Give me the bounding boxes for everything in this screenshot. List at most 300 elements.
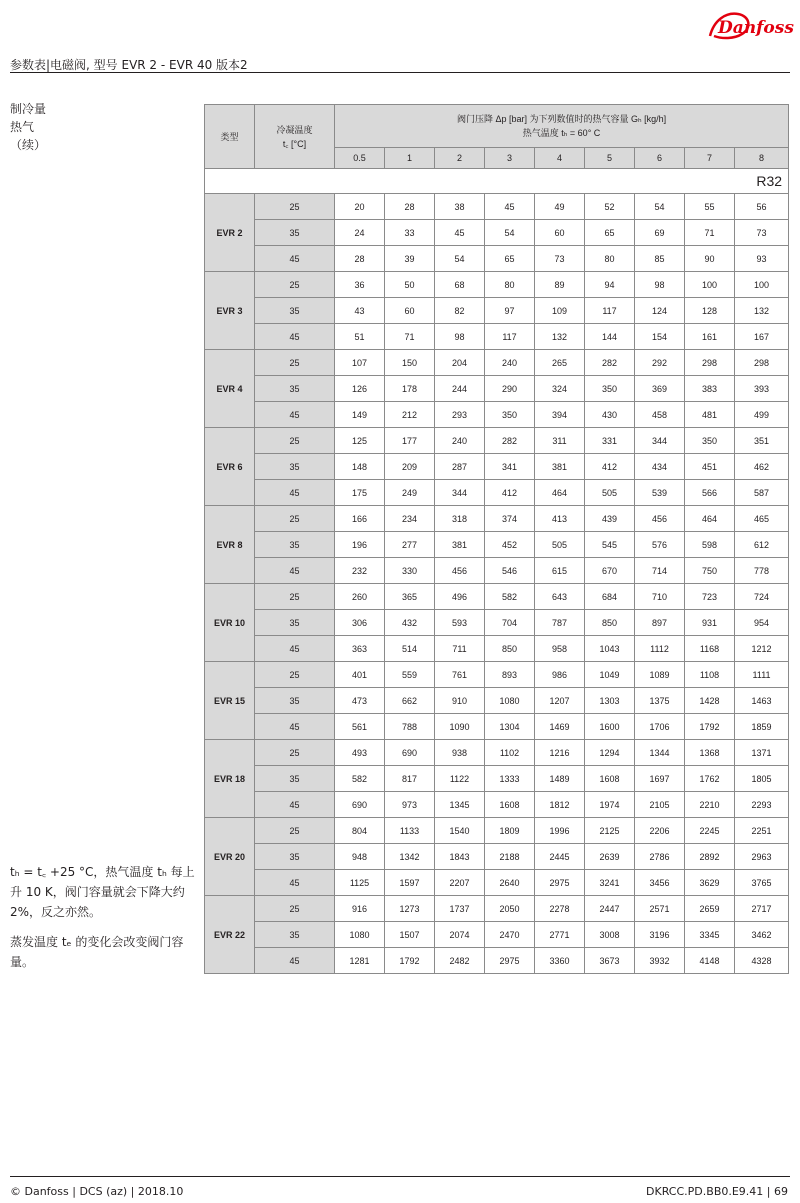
capacity-cell: 209 — [385, 454, 435, 480]
header-temp-line2: t꜀ [°C] — [282, 138, 307, 149]
table-row — [205, 714, 789, 740]
capacity-cell: 2470 — [485, 922, 535, 948]
condensing-temp-cell: 25 — [255, 740, 335, 766]
capacity-cell: 662 — [385, 688, 435, 714]
capacity-cell: 2074 — [435, 922, 485, 948]
capacity-cell: 724 — [735, 584, 789, 610]
capacity-cell: 55 — [685, 194, 735, 220]
header-capacity-line2: 热气温度 tₕ = 60° C — [522, 128, 601, 138]
header-condensing-temp — [255, 105, 335, 169]
capacity-cell: 1608 — [585, 766, 635, 792]
capacity-cell: 711 — [435, 636, 485, 662]
danfoss-logo — [704, 6, 794, 46]
condensing-temp-cell: 25 — [255, 272, 335, 298]
capacity-cell: 897 — [635, 610, 685, 636]
capacity-cell: 65 — [585, 220, 635, 246]
condensing-temp-cell: 35 — [255, 376, 335, 402]
heading-line-2: 热气 — [10, 120, 35, 134]
capacity-cell: 28 — [385, 194, 435, 220]
capacity-cell: 788 — [385, 714, 435, 740]
capacity-cell: 546 — [485, 558, 535, 584]
capacity-cell: 167 — [735, 324, 789, 350]
capacity-cell: 465 — [735, 506, 789, 532]
capacity-cell: 350 — [685, 428, 735, 454]
capacity-cell: 778 — [735, 558, 789, 584]
capacity-cell: 82 — [435, 298, 485, 324]
condensing-temp-cell: 35 — [255, 532, 335, 558]
condensing-temp-cell: 45 — [255, 870, 335, 896]
condensing-temp-cell: 35 — [255, 610, 335, 636]
capacity-cell: 1043 — [585, 636, 635, 662]
capacity-cell: 1706 — [635, 714, 685, 740]
capacity-cell: 24 — [335, 220, 385, 246]
capacity-cell: 128 — [685, 298, 735, 324]
capacity-cell: 331 — [585, 428, 635, 454]
capacity-cell: 80 — [585, 246, 635, 272]
capacity-cell: 1344 — [635, 740, 685, 766]
capacity-cell: 73 — [735, 220, 789, 246]
capacity-cell: 817 — [385, 766, 435, 792]
capacity-cell: 1974 — [585, 792, 635, 818]
refrigerant-label: R32 — [205, 169, 789, 194]
valve-type-cell: EVR 6 — [205, 428, 255, 506]
capacity-cell: 293 — [435, 402, 485, 428]
capacity-cell: 582 — [485, 584, 535, 610]
capacity-cell: 452 — [485, 532, 535, 558]
capacity-cell: 893 — [485, 662, 535, 688]
condensing-temp-cell: 25 — [255, 896, 335, 922]
header-capacity — [335, 105, 789, 148]
capacity-cell: 1507 — [385, 922, 435, 948]
capacity-cell: 1805 — [735, 766, 789, 792]
capacity-cell: 850 — [585, 610, 635, 636]
capacity-cell: 430 — [585, 402, 635, 428]
capacity-cell: 54 — [635, 194, 685, 220]
capacity-cell: 1792 — [385, 948, 435, 974]
capacity-cell: 33 — [385, 220, 435, 246]
capacity-cell: 1112 — [635, 636, 685, 662]
capacity-cell: 2050 — [485, 896, 535, 922]
capacity-cell: 60 — [385, 298, 435, 324]
capacity-cell: 1333 — [485, 766, 535, 792]
capacity-cell: 1111 — [735, 662, 789, 688]
capacity-cell: 723 — [685, 584, 735, 610]
capacity-cell: 56 — [735, 194, 789, 220]
capacity-cell: 456 — [435, 558, 485, 584]
capacity-cell: 1859 — [735, 714, 789, 740]
capacity-cell: 3196 — [635, 922, 685, 948]
capacity-cell: 1080 — [485, 688, 535, 714]
table-row — [205, 636, 789, 662]
capacity-table — [204, 104, 789, 974]
capacity-cell: 2447 — [585, 896, 635, 922]
table-row — [205, 350, 789, 376]
capacity-cell: 1463 — [735, 688, 789, 714]
capacity-cell: 1368 — [685, 740, 735, 766]
capacity-cell: 107 — [335, 350, 385, 376]
capacity-cell: 240 — [435, 428, 485, 454]
capacity-cell: 539 — [635, 480, 685, 506]
heading-line-3: （续） — [10, 138, 47, 152]
pressure-col-header: 0.5 — [335, 148, 385, 169]
capacity-cell: 2293 — [735, 792, 789, 818]
table-row — [205, 220, 789, 246]
pressure-col-header: 1 — [385, 148, 435, 169]
capacity-cell: 1304 — [485, 714, 535, 740]
capacity-cell: 2251 — [735, 818, 789, 844]
capacity-cell: 2206 — [635, 818, 685, 844]
capacity-cell: 277 — [385, 532, 435, 558]
side-notes — [10, 862, 196, 982]
capacity-cell: 282 — [585, 350, 635, 376]
capacity-cell: 804 — [335, 818, 385, 844]
capacity-cell: 670 — [585, 558, 635, 584]
capacity-cell: 916 — [335, 896, 385, 922]
condensing-temp-cell: 45 — [255, 480, 335, 506]
table-row — [205, 896, 789, 922]
capacity-cell: 100 — [735, 272, 789, 298]
capacity-cell: 344 — [635, 428, 685, 454]
condensing-temp-cell: 35 — [255, 922, 335, 948]
pressure-col-header: 2 — [435, 148, 485, 169]
capacity-cell: 1600 — [585, 714, 635, 740]
capacity-cell: 2245 — [685, 818, 735, 844]
capacity-cell: 566 — [685, 480, 735, 506]
table-row — [205, 376, 789, 402]
capacity-cell: 298 — [735, 350, 789, 376]
table-row — [205, 558, 789, 584]
capacity-cell: 938 — [435, 740, 485, 766]
capacity-cell: 344 — [435, 480, 485, 506]
table-row — [205, 792, 789, 818]
pressure-col-header: 8 — [735, 148, 789, 169]
condensing-temp-cell: 45 — [255, 246, 335, 272]
capacity-cell: 1125 — [335, 870, 385, 896]
capacity-cell: 451 — [685, 454, 735, 480]
capacity-cell: 125 — [335, 428, 385, 454]
capacity-cell: 365 — [385, 584, 435, 610]
valve-type-cell: EVR 15 — [205, 662, 255, 740]
capacity-cell: 1371 — [735, 740, 789, 766]
capacity-cell: 3241 — [585, 870, 635, 896]
capacity-cell: 2210 — [685, 792, 735, 818]
capacity-cell: 52 — [585, 194, 635, 220]
condensing-temp-cell: 25 — [255, 428, 335, 454]
capacity-cell: 196 — [335, 532, 385, 558]
capacity-cell: 90 — [685, 246, 735, 272]
capacity-cell: 1792 — [685, 714, 735, 740]
capacity-cell: 684 — [585, 584, 635, 610]
capacity-cell: 212 — [385, 402, 435, 428]
capacity-cell: 643 — [535, 584, 585, 610]
capacity-cell: 1996 — [535, 818, 585, 844]
capacity-cell: 2892 — [685, 844, 735, 870]
capacity-cell: 3673 — [585, 948, 635, 974]
capacity-cell: 439 — [585, 506, 635, 532]
pressure-col-header: 6 — [635, 148, 685, 169]
capacity-cell: 2188 — [485, 844, 535, 870]
capacity-cell: 54 — [485, 220, 535, 246]
table-row — [205, 766, 789, 792]
capacity-cell: 1303 — [585, 688, 635, 714]
capacity-cell: 593 — [435, 610, 485, 636]
document-title: 参数表|电磁阀, 型号 EVR 2 - EVR 40 版本2 — [10, 58, 248, 72]
capacity-cell: 54 — [435, 246, 485, 272]
table-row — [205, 610, 789, 636]
capacity-cell: 240 — [485, 350, 535, 376]
capacity-cell: 39 — [385, 246, 435, 272]
capacity-cell: 910 — [435, 688, 485, 714]
capacity-cell: 311 — [535, 428, 585, 454]
capacity-cell: 318 — [435, 506, 485, 532]
condensing-temp-cell: 35 — [255, 454, 335, 480]
capacity-cell: 850 — [485, 636, 535, 662]
capacity-cell: 1843 — [435, 844, 485, 870]
table-row — [205, 454, 789, 480]
capacity-cell: 1345 — [435, 792, 485, 818]
capacity-cell: 1080 — [335, 922, 385, 948]
capacity-cell: 1281 — [335, 948, 385, 974]
capacity-cell: 298 — [685, 350, 735, 376]
condensing-temp-cell: 45 — [255, 714, 335, 740]
capacity-cell: 1049 — [585, 662, 635, 688]
capacity-cell: 350 — [485, 402, 535, 428]
capacity-cell: 93 — [735, 246, 789, 272]
condensing-temp-cell: 35 — [255, 298, 335, 324]
table-row — [205, 532, 789, 558]
capacity-cell: 1762 — [685, 766, 735, 792]
capacity-cell: 1428 — [685, 688, 735, 714]
capacity-cell: 45 — [485, 194, 535, 220]
capacity-cell: 38 — [435, 194, 485, 220]
valve-type-cell: EVR 4 — [205, 350, 255, 428]
condensing-temp-cell: 25 — [255, 818, 335, 844]
capacity-cell: 582 — [335, 766, 385, 792]
capacity-cell: 1697 — [635, 766, 685, 792]
capacity-cell: 710 — [635, 584, 685, 610]
capacity-cell: 412 — [585, 454, 635, 480]
capacity-cell: 545 — [585, 532, 635, 558]
condensing-temp-cell: 45 — [255, 948, 335, 974]
header-type: 类型 — [205, 105, 255, 169]
condensing-temp-cell: 45 — [255, 792, 335, 818]
table-row — [205, 922, 789, 948]
table-row — [205, 402, 789, 428]
capacity-cell: 496 — [435, 584, 485, 610]
capacity-cell: 615 — [535, 558, 585, 584]
valve-type-cell: EVR 2 — [205, 194, 255, 272]
footer-divider — [10, 1176, 790, 1177]
capacity-cell: 499 — [735, 402, 789, 428]
capacity-cell: 177 — [385, 428, 435, 454]
capacity-cell: 1469 — [535, 714, 585, 740]
capacity-cell: 1168 — [685, 636, 735, 662]
capacity-cell: 505 — [585, 480, 635, 506]
condensing-temp-cell: 45 — [255, 636, 335, 662]
capacity-cell: 3932 — [635, 948, 685, 974]
capacity-cell: 413 — [535, 506, 585, 532]
capacity-cell: 43 — [335, 298, 385, 324]
capacity-cell: 598 — [685, 532, 735, 558]
capacity-cell: 787 — [535, 610, 585, 636]
header-capacity-line1: 阀门压降 Δp [bar] 为下列数值时的热气容量 Gₕ [kg/h] — [456, 114, 667, 124]
capacity-cell: 458 — [635, 402, 685, 428]
capacity-cell: 1342 — [385, 844, 435, 870]
capacity-cell: 244 — [435, 376, 485, 402]
capacity-cell: 85 — [635, 246, 685, 272]
capacity-cell: 292 — [635, 350, 685, 376]
valve-type-cell: EVR 18 — [205, 740, 255, 818]
capacity-cell: 2771 — [535, 922, 585, 948]
capacity-cell: 363 — [335, 636, 385, 662]
capacity-cell: 432 — [385, 610, 435, 636]
capacity-cell: 148 — [335, 454, 385, 480]
condensing-temp-cell: 45 — [255, 558, 335, 584]
capacity-cell: 690 — [385, 740, 435, 766]
table-row — [205, 688, 789, 714]
table-row — [205, 740, 789, 766]
capacity-cell: 149 — [335, 402, 385, 428]
capacity-cell: 3360 — [535, 948, 585, 974]
capacity-cell: 94 — [585, 272, 635, 298]
capacity-cell: 282 — [485, 428, 535, 454]
capacity-cell: 166 — [335, 506, 385, 532]
capacity-cell: 290 — [485, 376, 535, 402]
capacity-cell: 2786 — [635, 844, 685, 870]
table-row — [205, 948, 789, 974]
capacity-cell: 412 — [485, 480, 535, 506]
capacity-cell: 1207 — [535, 688, 585, 714]
capacity-cell: 401 — [335, 662, 385, 688]
capacity-cell: 383 — [685, 376, 735, 402]
table-row — [205, 194, 789, 220]
table-row — [205, 662, 789, 688]
capacity-cell: 49 — [535, 194, 585, 220]
capacity-cell: 100 — [685, 272, 735, 298]
refrigerant-row — [205, 169, 789, 194]
heading-line-1: 制冷量 — [10, 102, 47, 116]
table-row — [205, 844, 789, 870]
capacity-cell: 287 — [435, 454, 485, 480]
capacity-cell: 1294 — [585, 740, 635, 766]
capacity-cell: 234 — [385, 506, 435, 532]
header-temp-line1: 冷凝温度 — [276, 124, 313, 135]
capacity-cell: 73 — [535, 246, 585, 272]
capacity-cell: 45 — [435, 220, 485, 246]
capacity-cell: 1108 — [685, 662, 735, 688]
capacity-cell: 1489 — [535, 766, 585, 792]
capacity-cell: 132 — [535, 324, 585, 350]
capacity-cell: 1090 — [435, 714, 485, 740]
capacity-cell: 986 — [535, 662, 585, 688]
pressure-col-header: 3 — [485, 148, 535, 169]
capacity-cell: 704 — [485, 610, 535, 636]
capacity-cell: 117 — [585, 298, 635, 324]
capacity-cell: 2482 — [435, 948, 485, 974]
capacity-cell: 175 — [335, 480, 385, 506]
table-row — [205, 480, 789, 506]
table-row — [205, 272, 789, 298]
capacity-cell: 750 — [685, 558, 735, 584]
capacity-cell: 249 — [385, 480, 435, 506]
svg-text:Danfoss: Danfoss — [718, 18, 794, 38]
capacity-cell: 97 — [485, 298, 535, 324]
capacity-cell: 3462 — [735, 922, 789, 948]
capacity-cell: 265 — [535, 350, 585, 376]
capacity-cell: 3629 — [685, 870, 735, 896]
capacity-cell: 381 — [435, 532, 485, 558]
capacity-cell: 2445 — [535, 844, 585, 870]
condensing-temp-cell: 35 — [255, 220, 335, 246]
capacity-cell: 71 — [685, 220, 735, 246]
capacity-cell: 126 — [335, 376, 385, 402]
capacity-cell: 464 — [535, 480, 585, 506]
capacity-cell: 4328 — [735, 948, 789, 974]
capacity-cell: 473 — [335, 688, 385, 714]
condensing-temp-cell: 25 — [255, 350, 335, 376]
capacity-cell: 71 — [385, 324, 435, 350]
condensing-temp-cell: 25 — [255, 662, 335, 688]
condensing-temp-cell: 25 — [255, 194, 335, 220]
capacity-cell: 612 — [735, 532, 789, 558]
capacity-cell: 109 — [535, 298, 585, 324]
table-row — [205, 428, 789, 454]
capacity-cell: 493 — [335, 740, 385, 766]
capacity-cell: 1812 — [535, 792, 585, 818]
capacity-cell: 1608 — [485, 792, 535, 818]
capacity-cell: 1133 — [385, 818, 435, 844]
capacity-cell: 1375 — [635, 688, 685, 714]
valve-type-cell: EVR 8 — [205, 506, 255, 584]
capacity-cell: 1102 — [485, 740, 535, 766]
capacity-cell: 1212 — [735, 636, 789, 662]
capacity-cell: 161 — [685, 324, 735, 350]
footer-copyright: © Danfoss | DCS (az) | 2018.10 — [10, 1185, 184, 1198]
valve-type-cell: EVR 20 — [205, 818, 255, 896]
capacity-cell: 351 — [735, 428, 789, 454]
capacity-cell: 2125 — [585, 818, 635, 844]
capacity-cell: 98 — [435, 324, 485, 350]
capacity-cell: 3456 — [635, 870, 685, 896]
capacity-cell: 204 — [435, 350, 485, 376]
table-row — [205, 298, 789, 324]
capacity-cell: 462 — [735, 454, 789, 480]
capacity-cell: 1737 — [435, 896, 485, 922]
capacity-cell: 3008 — [585, 922, 635, 948]
capacity-cell: 2659 — [685, 896, 735, 922]
capacity-cell: 1273 — [385, 896, 435, 922]
capacity-cell: 98 — [635, 272, 685, 298]
capacity-cell: 587 — [735, 480, 789, 506]
capacity-cell: 2963 — [735, 844, 789, 870]
condensing-temp-cell: 45 — [255, 402, 335, 428]
section-heading — [10, 100, 46, 154]
capacity-cell: 514 — [385, 636, 435, 662]
capacity-cell: 150 — [385, 350, 435, 376]
note-superheat: tₕ = t꜀ +25 °C，热气温度 tₕ 每上升 10 K，阀门容量就会下降大约 2%，反之亦然。 — [10, 865, 195, 919]
capacity-cell: 89 — [535, 272, 585, 298]
capacity-cell: 958 — [535, 636, 585, 662]
capacity-cell: 481 — [685, 402, 735, 428]
capacity-cell: 576 — [635, 532, 685, 558]
note-evaporating: 蒸发温度 tₑ 的变化会改变阀门容量。 — [10, 935, 184, 969]
capacity-cell: 561 — [335, 714, 385, 740]
capacity-cell: 394 — [535, 402, 585, 428]
capacity-cell: 124 — [635, 298, 685, 324]
pressure-col-header: 4 — [535, 148, 585, 169]
capacity-cell: 1122 — [435, 766, 485, 792]
capacity-cell: 954 — [735, 610, 789, 636]
